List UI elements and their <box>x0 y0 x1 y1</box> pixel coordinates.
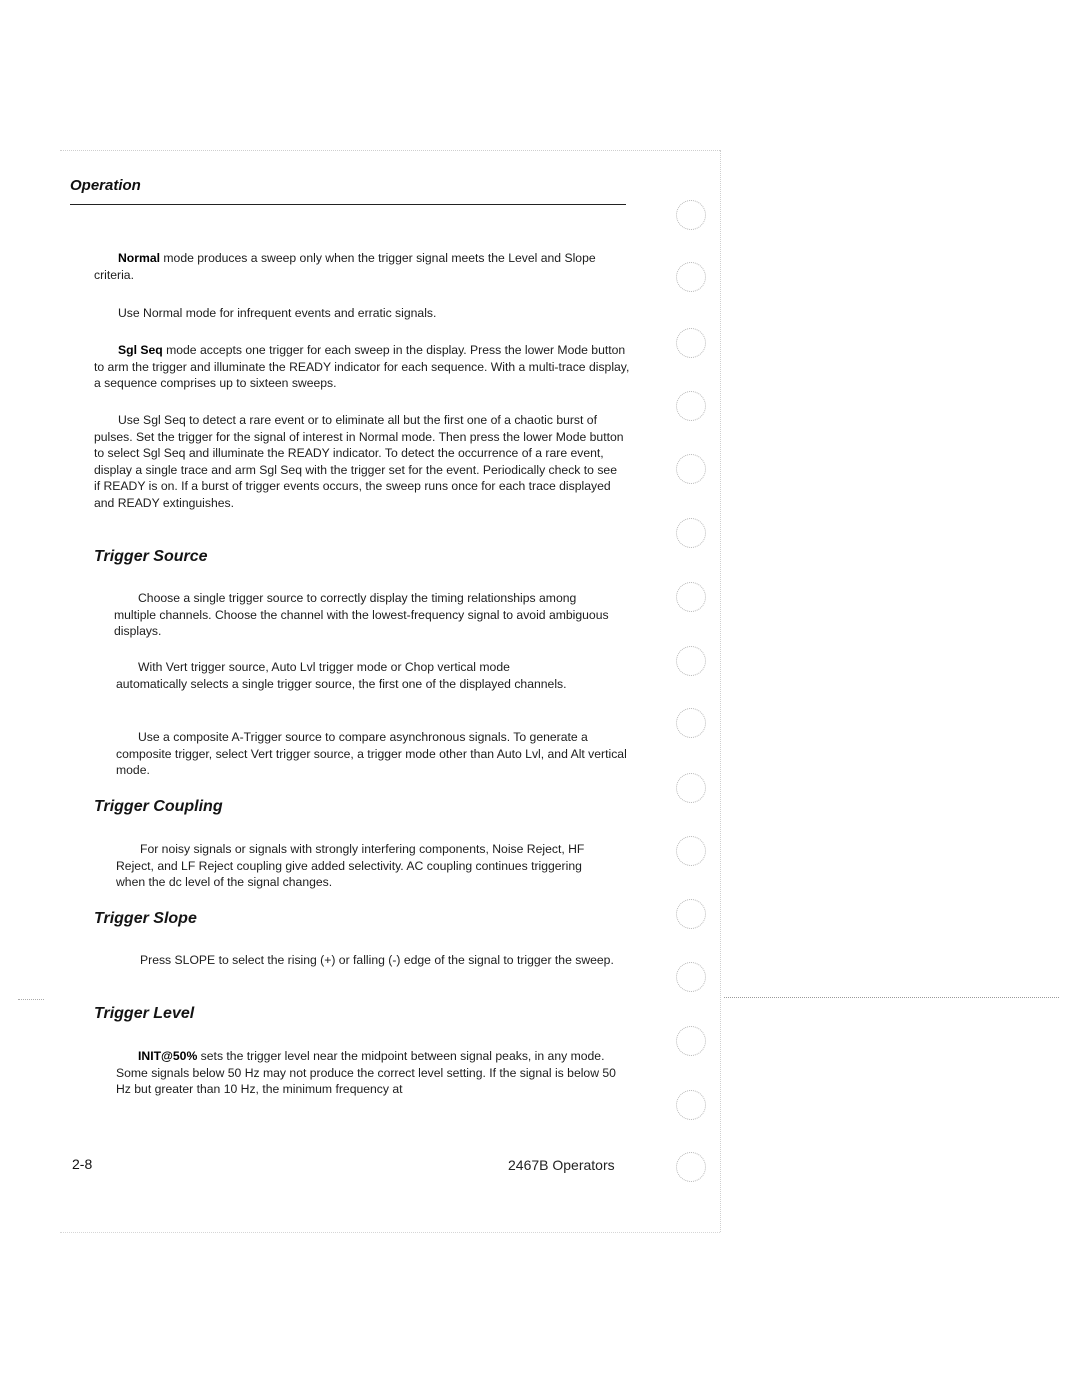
binder-hole-icon <box>676 1026 706 1056</box>
paragraph-trigger-source: Choose a single trigger source to correctly display the timing relationships among multiple channels. Choose the channel with the lowest-frequency signal to avoid ambiguous displays. <box>114 591 609 639</box>
paragraph-sgl-seq: Sgl Seq mode accepts one trigger for each sweep in the display. Press the lower Mode button to arm the trigger and illuminate the READY indicator for each sequence. With a multi-trace display, a sequence comprises up to sixteen sweeps. <box>94 343 630 391</box>
header-rule <box>70 204 626 205</box>
page-top-edge <box>60 150 720 151</box>
binder-hole-icon <box>676 773 706 803</box>
page-number: 2-8 <box>72 1156 93 1172</box>
binder-hole-icon <box>676 646 706 676</box>
binder-hole-icon <box>676 262 706 292</box>
paragraph-trigger-slope: Press SLOPE to select the rising (+) or falling (-) edge of the signal to trigger the sweep. <box>140 953 614 967</box>
paragraph-trigger-coupling: For noisy signals or signals with strongly interfering components, Noise Reject, HF Reject, and LF Reject coupling give added selectivity. AC coupling continues triggering when the dc level of the signal changes. <box>116 842 585 890</box>
binder-edge-line <box>720 150 721 1232</box>
heading-trigger-slope: Trigger Slope <box>94 910 197 927</box>
page-bottom-edge <box>60 1232 720 1233</box>
binder-hole-icon <box>676 582 706 612</box>
paragraph-vert-source: With Vert trigger source, Auto Lvl trigger mode or Chop vertical mode automatically selects a single trigger source, the first one of the displayed channels. <box>116 660 567 691</box>
heading-trigger-source: Trigger Source <box>94 548 208 565</box>
paragraph-normal-use: Use Normal mode for infrequent events and erratic signals. <box>118 306 437 320</box>
binder-hole-icon <box>676 391 706 421</box>
binder-hole-icon <box>676 899 706 929</box>
document-title: 2467B Operators <box>508 1157 615 1173</box>
binder-hole-icon <box>676 1152 706 1182</box>
binder-hole-icon <box>676 518 706 548</box>
binder-hole-icon <box>676 708 706 738</box>
paragraph-normal-mode: Normal mode produces a sweep only when the trigger signal meets the Level and Slope criteria. <box>94 251 596 282</box>
paragraph-sgl-seq-use: Use Sgl Seq to detect a rare event or to eliminate all but the first one of a chaotic burst of pulses. Set the trigger for the signal of interest in Normal mode. Then press the lower Mode button to select Sgl Seq and illuminate the READY indicator. To detect the occurrence of a rare event, display a single trace and arm Sgl Seq with the trigger set for the event. Periodically check to see if READY is on. If a burst of trigger events occurs, the sweep runs once for each trace displayed and READY extinguishes. <box>94 413 624 510</box>
binder-hole-icon <box>676 328 706 358</box>
left-margin-mark <box>18 999 44 1000</box>
adjacent-page-edge <box>724 997 1059 998</box>
binder-hole-icon <box>676 962 706 992</box>
binder-hole-icon <box>676 836 706 866</box>
paragraph-composite-source: Use a composite A-Trigger source to compare asynchronous signals. To generate a composite trigger, select Vert trigger source, a trigger mode other than Auto Lvl, and Alt vertical mode. <box>116 730 627 778</box>
heading-trigger-coupling: Trigger Coupling <box>94 798 223 815</box>
binder-hole-icon <box>676 1090 706 1120</box>
heading-trigger-level: Trigger Level <box>94 1005 195 1022</box>
running-head: Operation <box>70 177 141 194</box>
paragraph-trigger-level: INIT@50% sets the trigger level near the midpoint between signal peaks, in any mode. Some signals below 50 Hz may not produce the correct level setting. If the signal is below 50 Hz but greater than 10 Hz, the minimum frequency at <box>116 1049 616 1097</box>
binder-hole-icon <box>676 454 706 484</box>
binder-hole-icon <box>676 200 706 230</box>
